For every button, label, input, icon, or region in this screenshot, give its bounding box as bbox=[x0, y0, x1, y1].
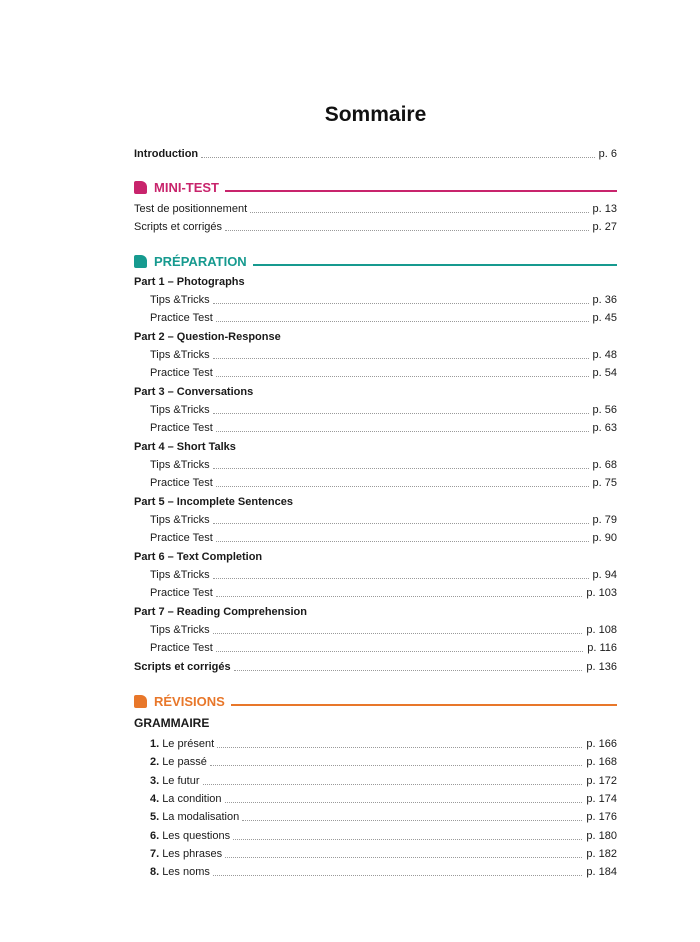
part-title: Part 7 – Reading Comprehension bbox=[134, 606, 307, 618]
entry-page: p. 168 bbox=[586, 756, 617, 768]
entry-page: p. 184 bbox=[586, 866, 617, 878]
leader-dots bbox=[225, 802, 583, 803]
toc-entry[interactable] bbox=[134, 770, 617, 788]
entry-label: Le passé bbox=[162, 756, 207, 768]
section-marker-icon bbox=[134, 255, 147, 268]
leader-dots bbox=[213, 578, 589, 579]
leader-dots bbox=[216, 431, 589, 432]
entry-number: 1. bbox=[150, 738, 160, 750]
grammar-heading: GRAMMAIRE bbox=[134, 716, 210, 730]
entry-label: Scripts et corrigés bbox=[134, 661, 231, 673]
entry-label: Test de positionnement bbox=[134, 203, 248, 215]
toc-entry[interactable] bbox=[134, 825, 617, 843]
toc-entry[interactable] bbox=[134, 527, 617, 545]
toc-entry[interactable] bbox=[134, 216, 617, 234]
entry-number: 7. bbox=[150, 848, 160, 860]
leader-dots bbox=[242, 820, 582, 821]
entry-label: Practice Test bbox=[150, 587, 213, 599]
entry-label: Les noms bbox=[162, 866, 210, 878]
toc-entry[interactable] bbox=[134, 751, 617, 769]
toc-entry[interactable] bbox=[134, 198, 617, 216]
toc-entry[interactable] bbox=[134, 472, 617, 490]
toc-entry[interactable] bbox=[134, 307, 617, 325]
entry-label: Les phrases bbox=[162, 848, 223, 860]
entry-label: Tips &Tricks bbox=[150, 294, 210, 306]
entry-label: Le futur bbox=[162, 775, 200, 787]
part-heading bbox=[134, 546, 617, 564]
part-title: Part 5 – Incomplete Sentences bbox=[134, 496, 293, 508]
leader-dots bbox=[234, 670, 583, 671]
toc-entry[interactable] bbox=[134, 362, 617, 380]
entry-page: p. 63 bbox=[592, 422, 617, 434]
section-rule bbox=[253, 264, 617, 266]
entry-label: Practice Test bbox=[150, 367, 213, 379]
entry-number: 2. bbox=[150, 756, 160, 768]
toc-entry[interactable] bbox=[134, 454, 617, 472]
entry-label: Les questions bbox=[162, 830, 231, 842]
part-title: Part 6 – Text Completion bbox=[134, 551, 263, 563]
entry-page: p. 54 bbox=[592, 367, 617, 379]
leader-dots bbox=[213, 875, 583, 876]
leader-dots bbox=[210, 765, 583, 766]
section-header-revisions bbox=[134, 692, 617, 710]
entry-page: p. 174 bbox=[586, 793, 617, 805]
entry-label: Tips &Tricks bbox=[150, 624, 210, 636]
leader-dots bbox=[201, 157, 594, 158]
section-title: RÉVISIONS bbox=[154, 693, 225, 709]
entry-page: p. 68 bbox=[592, 459, 617, 471]
toc-entry-scripts[interactable] bbox=[134, 656, 617, 674]
section-marker-icon bbox=[134, 695, 147, 708]
leader-dots bbox=[233, 839, 582, 840]
section-marker-icon bbox=[134, 181, 147, 194]
entry-label: Tips &Tricks bbox=[150, 459, 210, 471]
entry-label: Tips &Tricks bbox=[150, 569, 210, 581]
leader-dots bbox=[213, 358, 589, 359]
toc-entry[interactable] bbox=[134, 399, 617, 417]
leader-dots bbox=[217, 747, 582, 748]
entry-label: La modalisation bbox=[162, 811, 240, 823]
part-title: Part 4 – Short Talks bbox=[134, 441, 236, 453]
toc-entry[interactable] bbox=[134, 509, 617, 527]
leader-dots bbox=[216, 486, 589, 487]
leader-dots bbox=[225, 230, 589, 231]
part-heading bbox=[134, 601, 617, 619]
entry-page: p. 94 bbox=[592, 569, 617, 581]
toc-entry[interactable] bbox=[134, 564, 617, 582]
entry-page: p. 13 bbox=[592, 203, 617, 215]
entry-label: Practice Test bbox=[150, 422, 213, 434]
toc-entry[interactable] bbox=[134, 861, 617, 879]
leader-dots bbox=[213, 413, 589, 414]
entry-label: Practice Test bbox=[150, 642, 213, 654]
entry-page: p. 36 bbox=[592, 294, 617, 306]
entry-page: p. 182 bbox=[586, 848, 617, 860]
leader-dots bbox=[225, 857, 582, 858]
section-rule bbox=[231, 704, 617, 706]
entry-page: p. 136 bbox=[586, 661, 617, 673]
part-heading bbox=[134, 326, 617, 344]
entry-label: Tips &Tricks bbox=[150, 514, 210, 526]
toc-entry[interactable] bbox=[134, 582, 617, 600]
toc-page bbox=[134, 0, 617, 942]
section-header-preparation bbox=[134, 252, 617, 270]
section-title: PRÉPARATION bbox=[154, 253, 247, 269]
entry-page: p. 56 bbox=[592, 404, 617, 416]
toc-entry[interactable] bbox=[134, 417, 617, 435]
part-title: Part 2 – Question-Response bbox=[134, 331, 281, 343]
entry-page: p. 116 bbox=[587, 642, 617, 654]
entry-label: Practice Test bbox=[150, 312, 213, 324]
leader-dots bbox=[213, 468, 589, 469]
entry-label: Practice Test bbox=[150, 532, 213, 544]
part-title: Part 3 – Conversations bbox=[134, 386, 254, 398]
toc-entry[interactable] bbox=[134, 619, 617, 637]
toc-entry[interactable] bbox=[134, 843, 617, 861]
entry-page: p. 45 bbox=[592, 312, 617, 324]
leader-dots bbox=[216, 541, 589, 542]
toc-entry[interactable] bbox=[134, 344, 617, 362]
part-heading bbox=[134, 271, 617, 289]
entry-page: p. 27 bbox=[592, 221, 617, 233]
toc-entry[interactable] bbox=[134, 788, 617, 806]
entry-page: p. 166 bbox=[586, 738, 617, 750]
leader-dots bbox=[250, 212, 588, 213]
leader-dots bbox=[216, 376, 589, 377]
toc-entry[interactable] bbox=[134, 289, 617, 307]
toc-entry-introduction[interactable] bbox=[134, 143, 617, 161]
page-title: Sommaire bbox=[324, 103, 427, 126]
entry-label: Introduction bbox=[134, 148, 199, 160]
part-heading bbox=[134, 381, 617, 399]
entry-label: Scripts et corrigés bbox=[134, 221, 223, 233]
leader-dots bbox=[203, 784, 583, 785]
section-title: MINI-TEST bbox=[154, 179, 219, 195]
entry-page: p. 90 bbox=[592, 532, 617, 544]
part-heading bbox=[134, 436, 617, 454]
part-title: Part 1 – Photographs bbox=[134, 276, 245, 288]
toc-entry[interactable] bbox=[134, 806, 617, 824]
entry-label: La condition bbox=[162, 793, 222, 805]
leader-dots bbox=[213, 633, 583, 634]
entry-page: p. 6 bbox=[598, 148, 617, 160]
leader-dots bbox=[216, 596, 583, 597]
entry-number: 4. bbox=[150, 793, 160, 805]
entry-page: p. 75 bbox=[592, 477, 617, 489]
entry-number: 3. bbox=[150, 775, 160, 787]
entry-number: 5. bbox=[150, 811, 160, 823]
entry-label: Tips &Tricks bbox=[150, 404, 210, 416]
section-rule bbox=[225, 190, 617, 192]
entry-page: p. 172 bbox=[586, 775, 617, 787]
leader-dots bbox=[213, 523, 589, 524]
entry-page: p. 79 bbox=[592, 514, 617, 526]
entry-page: p. 176 bbox=[586, 811, 617, 823]
part-heading bbox=[134, 491, 617, 509]
entry-page: p. 108 bbox=[586, 624, 617, 636]
leader-dots bbox=[216, 651, 583, 652]
entry-label: Practice Test bbox=[150, 477, 213, 489]
leader-dots bbox=[213, 303, 589, 304]
toc-entry[interactable] bbox=[134, 733, 617, 751]
leader-dots bbox=[216, 321, 589, 322]
entry-number: 6. bbox=[150, 830, 160, 842]
entry-page: p. 103 bbox=[586, 587, 617, 599]
entry-page: p. 180 bbox=[586, 830, 617, 842]
entry-number: 8. bbox=[150, 866, 160, 878]
entry-label: Le présent bbox=[162, 738, 215, 750]
section-header-minitest bbox=[134, 178, 617, 196]
entry-page: p. 48 bbox=[592, 349, 617, 361]
toc-entry[interactable] bbox=[134, 637, 617, 655]
entry-label: Tips &Tricks bbox=[150, 349, 210, 361]
